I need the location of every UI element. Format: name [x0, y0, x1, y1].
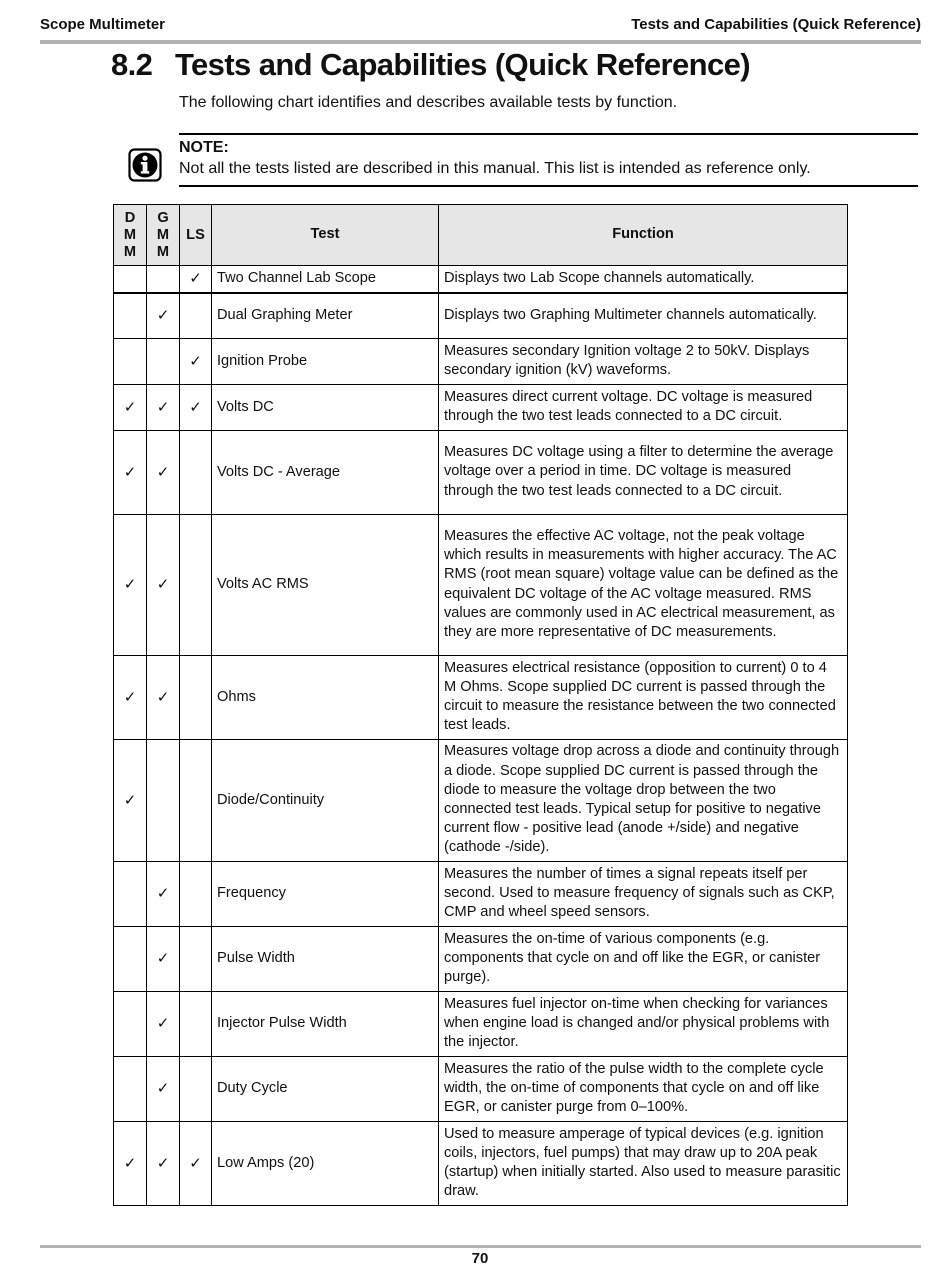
cell-dmm: [114, 293, 147, 339]
check-mark-icon: ✓: [123, 576, 137, 594]
cell-ls: [180, 266, 212, 293]
cell-ls: [180, 293, 212, 339]
check-mark-icon: ✓: [156, 307, 170, 325]
cell-gmm: [147, 339, 180, 385]
cell-gmm: [147, 293, 180, 339]
cell-ls: [180, 656, 212, 740]
note-label: NOTE:: [179, 139, 229, 156]
check-mark-icon: ✓: [189, 270, 202, 288]
cell-dmm: [114, 1122, 147, 1206]
cell-dmm: [114, 992, 147, 1057]
cell-dmm: [114, 385, 147, 431]
cell-ls: [180, 515, 212, 656]
cell-dmm: [114, 656, 147, 740]
check-mark-icon: ✓: [156, 576, 170, 594]
check-mark-icon: ✓: [156, 1154, 170, 1172]
section-title: Tests and Capabilities (Quick Reference): [175, 47, 750, 82]
section-heading: [111, 47, 750, 83]
cell-gmm: [147, 740, 180, 862]
cell-test: Ohms: [212, 656, 439, 740]
check-mark-icon: ✓: [189, 352, 202, 370]
cell-gmm: [147, 1057, 180, 1122]
table-row: [114, 515, 848, 656]
info-icon: [128, 148, 162, 182]
cell-dmm: [114, 740, 147, 862]
cell-ls: [180, 740, 212, 862]
cell-dmm: [114, 339, 147, 385]
cell-gmm: [147, 515, 180, 656]
cell-gmm: [147, 862, 180, 927]
table-row: [114, 740, 848, 862]
cell-test: Two Channel Lab Scope: [212, 266, 439, 293]
cell-function: Measures voltage drop across a diode and continuity through a diode. Scope supplied DC current is passed through the diode to measure the voltage drop between the two connected test leads. Typical setup for positive to negative current flow - positive lead (anode +/side) and negative (cathode -/side).: [439, 740, 848, 862]
check-mark-icon: ✓: [123, 791, 137, 809]
cell-dmm: [114, 927, 147, 992]
header-dmm: D M M: [114, 205, 147, 266]
cell-test: Ignition Probe: [212, 339, 439, 385]
cell-function: Measures electrical resistance (opposition to current) 0 to 4 M Ohms. Scope supplied DC current is passed through the circuit to measure the resistance between the two connected test leads.: [439, 656, 848, 740]
cell-function: Measures the on-time of various components (e.g. components that cycle on and off like the EGR, or canister purge).: [439, 927, 848, 992]
table-row: [114, 1057, 848, 1122]
cell-function: Measures the effective AC voltage, not the peak voltage which results in measurements with higher accuracy. The AC RMS (root mean square) voltage value can be defined as the equivalent DC voltage of the AC voltage measured. RMS values are commonly used in AC electrical measurement, as they are more representative of DC measurements.: [439, 515, 848, 656]
header-gmm: G M M: [147, 205, 180, 266]
check-mark-icon: ✓: [156, 463, 170, 481]
table-row: [114, 293, 848, 339]
check-mark-icon: ✓: [123, 1154, 137, 1172]
cell-gmm: [147, 656, 180, 740]
running-header: [40, 14, 921, 44]
header-ls: LS: [180, 205, 212, 266]
cell-gmm: [147, 431, 180, 515]
cell-dmm: [114, 862, 147, 927]
table-row: [114, 1122, 848, 1206]
cell-function: Displays two Lab Scope channels automatically.: [439, 266, 848, 293]
cell-function: Measures direct current voltage. DC voltage is measured through the two test leads connected to a DC circuit.: [439, 385, 848, 431]
cell-gmm: [147, 266, 180, 293]
footer-divider: [40, 1245, 921, 1248]
cell-test: Volts DC: [212, 385, 439, 431]
check-mark-icon: ✓: [156, 688, 170, 706]
cell-test: Duty Cycle: [212, 1057, 439, 1122]
check-mark-icon: ✓: [156, 1080, 170, 1098]
check-mark-icon: ✓: [156, 885, 170, 903]
intro-text: The following chart identifies and describes available tests by function.: [179, 94, 678, 111]
check-mark-icon: ✓: [123, 398, 137, 416]
check-mark-icon: ✓: [123, 463, 137, 481]
cell-ls: [180, 385, 212, 431]
table-row: [114, 862, 848, 927]
table-row: [114, 992, 848, 1057]
cell-dmm: [114, 431, 147, 515]
cell-test: Injector Pulse Width: [212, 992, 439, 1057]
cell-test: Volts AC RMS: [212, 515, 439, 656]
cell-function: Measures DC voltage using a filter to determine the average voltage over a period in time. DC voltage is measured through the two test leads connected to a DC circuit.: [439, 431, 848, 515]
cell-test: Dual Graphing Meter: [212, 293, 439, 339]
table-header-row: [114, 205, 848, 266]
cell-test: Pulse Width: [212, 927, 439, 992]
note-text: Not all the tests listed are described in this manual. This list is intended as reference only.: [179, 160, 811, 177]
header-manual-title: Scope Multimeter: [40, 16, 166, 33]
table-row: [114, 266, 848, 293]
cell-function: Measures the number of times a signal repeats itself per second. Used to measure frequency of signals such as CKP, CMP and wheel speed sensors.: [439, 862, 848, 927]
note-divider-bottom: [179, 185, 918, 187]
cell-ls: [180, 1057, 212, 1122]
header-section-title: Tests and Capabilities (Quick Reference): [631, 16, 921, 33]
header-test: Test: [212, 205, 439, 266]
cell-test: Low Amps (20): [212, 1122, 439, 1206]
table-row: [114, 656, 848, 740]
cell-function: Displays two Graphing Multimeter channels automatically.: [439, 293, 848, 339]
check-mark-icon: ✓: [156, 398, 170, 416]
cell-ls: [180, 1122, 212, 1206]
table-row: [114, 431, 848, 515]
table-row: [114, 385, 848, 431]
tests-capabilities-table: [113, 204, 848, 1206]
page-number: 70: [471, 1250, 489, 1265]
check-mark-icon: ✓: [156, 1015, 170, 1033]
cell-ls: [180, 992, 212, 1057]
cell-dmm: [114, 515, 147, 656]
cell-ls: [180, 339, 212, 385]
cell-ls: [180, 862, 212, 927]
check-mark-icon: ✓: [189, 1154, 202, 1172]
table-row: [114, 339, 848, 385]
cell-ls: [180, 431, 212, 515]
cell-function: Measures fuel injector on-time when checking for variances when engine load is changed and/or physical problems with the injector.: [439, 992, 848, 1057]
cell-test: Volts DC - Average: [212, 431, 439, 515]
check-mark-icon: ✓: [189, 398, 202, 416]
cell-dmm: [114, 1057, 147, 1122]
cell-test: Frequency: [212, 862, 439, 927]
section-number: 8.2: [111, 47, 153, 82]
cell-dmm: [114, 266, 147, 293]
cell-test: Diode/Continuity: [212, 740, 439, 862]
cell-gmm: [147, 927, 180, 992]
check-mark-icon: ✓: [123, 688, 137, 706]
header-function: Function: [439, 205, 848, 266]
cell-function: Measures the ratio of the pulse width to the complete cycle width, the on-time of components that cycle on and off like EGR, or canister purge from 0–100%.: [439, 1057, 848, 1122]
cell-gmm: [147, 385, 180, 431]
cell-gmm: [147, 992, 180, 1057]
cell-gmm: [147, 1122, 180, 1206]
note-divider-top: [179, 133, 918, 135]
cell-ls: [180, 927, 212, 992]
check-mark-icon: ✓: [156, 950, 170, 968]
cell-function: Used to measure amperage of typical devices (e.g. ignition coils, injectors, fuel pumps) that may draw up to 20A peak (startup) when initially started. Also used to measure parasitic draw.: [439, 1122, 848, 1206]
cell-function: Measures secondary Ignition voltage 2 to 50kV. Displays secondary ignition (kV) waveforms.: [439, 339, 848, 385]
table-row: [114, 927, 848, 992]
